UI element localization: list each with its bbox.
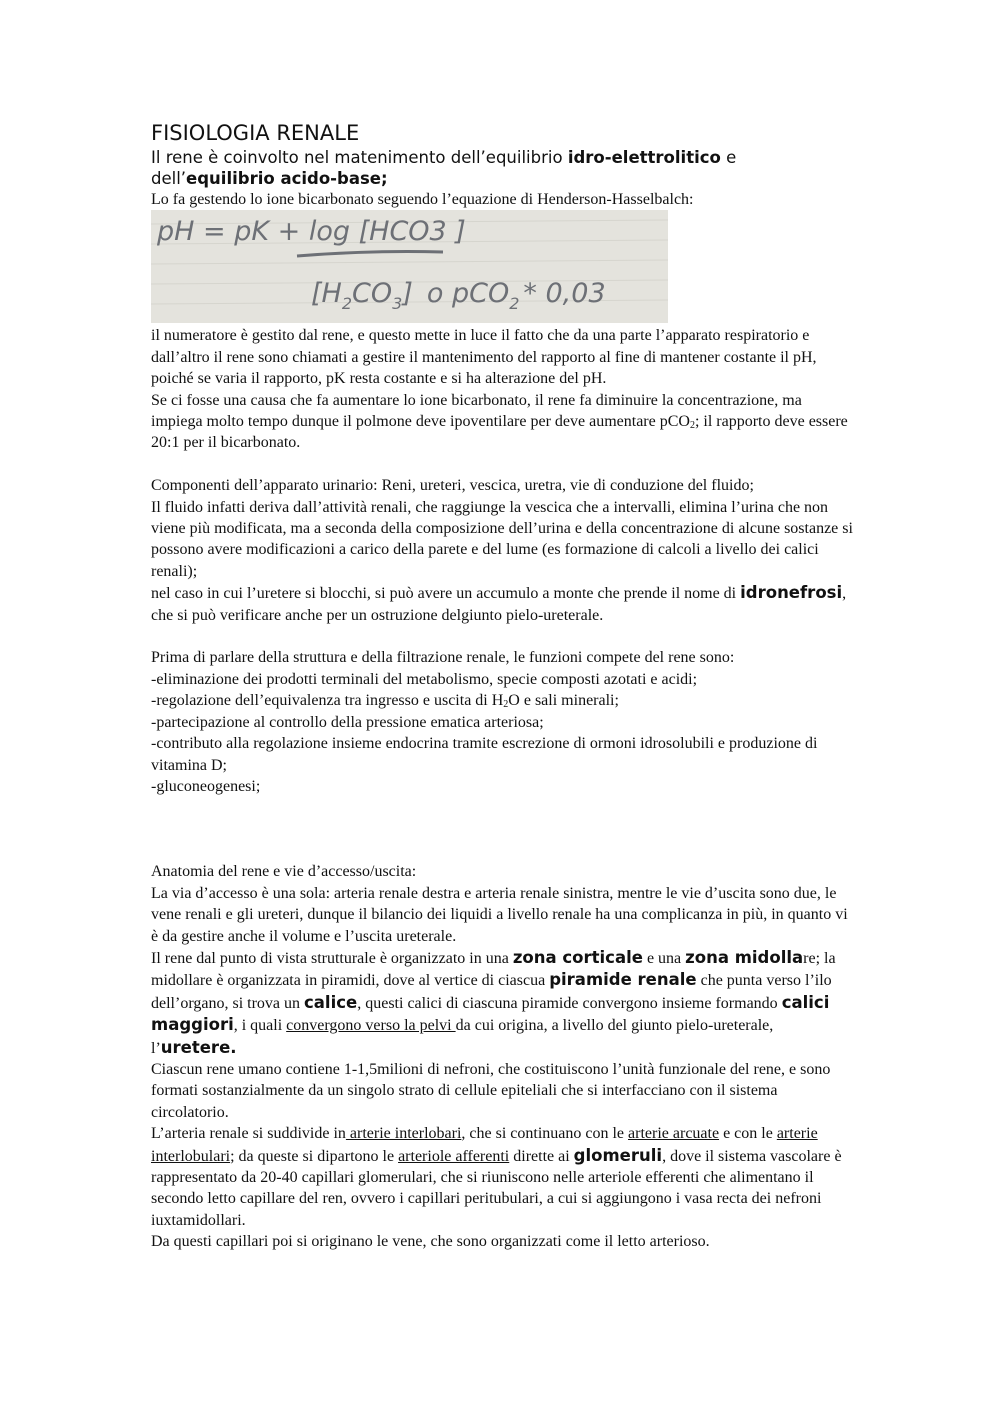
underline-arteriole-afferenti: arteriole afferenti [398, 1147, 510, 1165]
bold-zona-midollare: zona midolla [685, 947, 804, 967]
underline-arterie-interlobulari: arterie interlobulari [151, 1125, 818, 1165]
subtitle-text: e dell’ [151, 148, 737, 188]
paragraph-numeratore: il numeratore è gestito dal rene, e questo mette in luce il fatto che da una parte l’apparato respiratorio e dall’altro il rene sono chiamati a gestire il mantenimento del rapporto al fine di mantener costante il pH, poiché se varia il rapporto, pK resta costante e si ha alterazione del pH. [151, 327, 817, 388]
bold-calici-maggiori: calici maggiori [151, 992, 830, 1035]
underline-arterie-arcuate: arterie arcuate [628, 1125, 720, 1143]
intro-paragraph: Lo fa gestendo lo ione bicarbonato seguendo l’equazione di Henderson-Hasselbalch: [151, 191, 694, 208]
paragraph-via-accesso: La via d’accesso è una sola: arteria renale destra e arteria renale sinistra, mentre le vie d’uscita sono due, le vene renali e gli ureteri, dunque il bilancio dei liquidi a livello renale ha una complicanza in più, in quanto vi è da gestire anche il volume e l’uscita ureterale. [151, 884, 848, 945]
underline-arterie-interlobari: arterie interlobari [345, 1125, 462, 1143]
paragraph-componenti: Componenti dell’apparato urinario: Reni, ureteri, vescica, uretra, vie di conduzione del fluido; [151, 477, 754, 495]
paragraph-funzioni: Prima di parlare della struttura e della filtrazione renale, le funzioni compete del rene sono: [151, 649, 735, 667]
paragraph-vene: Da questi capillari poi si originano le vene, che sono organizzati come il letto arterioso. [151, 1233, 710, 1251]
paragraph-arteria-renale: L’arteria renale si suddivide in arterie interlobari, che si continuano con le arterie arcuate e con le arterie interlobulari; da queste si dipartono le arteriole afferenti dirette ai glomeruli, dove il sistema vascolare è rappresentato da 20-40 capillari glomerulari, che si riuniscono nelle arteriole efferenti che alimentano il secondo letto capillare del ren, ovvero i capillari peritubulari, a cui si aggiungono i vasa recta dei nefroni iuxtamidollari. [151, 1125, 842, 1229]
subtitle [151, 147, 856, 189]
underline-convergono: convergono verso la pelvi [286, 1017, 456, 1035]
bold-piramide-renale: piramide renale [549, 970, 697, 990]
document-title: FISIOLOGIA RENALE [151, 121, 360, 145]
list-item: -contributo alla regolazione insieme endocrina tramite escrezione di ormoni idrosolubili e produzione di vitamina D; [151, 735, 818, 774]
section-heading-anatomia: Anatomia del rene e vie d’accesso/uscita: [151, 863, 417, 881]
list-item: -gluconeogenesi; [151, 777, 261, 795]
bold-zona-corticale: zona corticale [512, 947, 643, 967]
paragraph-idronefrosi: nel caso in cui l’uretere si blocchi, si può avere un accumulo a monte che prende il nome di idronefrosi, che si può verificare anche per un ostruzione delgiunto pielo-ureterale. [151, 583, 847, 624]
bold-idronefrosi: idronefrosi [740, 583, 843, 603]
list-item: -eliminazione dei prodotti terminali del metabolismo, specie composti azotati e acidi; [151, 670, 698, 688]
bold-idro-elettrolitico: idro-elettrolitico [567, 148, 721, 167]
formula-numerator: pH = pK + log [HCO3 ] [157, 216, 466, 248]
bold-equilibrio-acido-base: equilibrio acido-base; [186, 169, 388, 188]
list-item: -partecipazione al controllo della pressione ematica arteriosa; [151, 713, 544, 731]
subtitle-text: Il rene è coinvolto nel matenimento dell’equilibrio [151, 148, 568, 167]
bold-uretere: uretere. [160, 1037, 237, 1057]
paragraph-struttura: Il rene dal punto di vista strutturale è organizzato in una zona corticale e una zona midollare; la midollare è organizzata in piramidi, dove al vertice di ciascua piramide renale che punta verso l’ilo dell’organo, si trova un calice, questi calici di ciascuna piramide convergono insieme formando calici maggiori, i quali convergono verso la pelvi da cui origina, a livello del giunto pielo-ureterale, l’uretere. [151, 947, 836, 1057]
document-page [151, 120, 856, 1253]
paragraph-nefroni: Ciascun rene umano contiene 1-1,5milioni di nefroni, che costituiscono l’unità funzionale del rene, e sono formati sostanzialmente da un singolo strato di cellule epiteliali che si interfacciano con il sistema circolatorio. [151, 1060, 831, 1121]
formula-image [151, 210, 668, 323]
paragraph-bicarbonato: Se ci fosse una causa che fa aumentare lo ione bicarbonato, il rene fa diminuire la concentrazione, ma impiega molto tempo dunque il polmone deve ipoventilare per deve aumentare pCO$_2$; il rapporto deve essere 20:1 per il bicarbonato. [151, 391, 848, 452]
list-item: -regolazione dell’equivalenza tra ingresso e uscita di $H_2O$ e sali minerali; [151, 692, 619, 711]
bold-calice: calice [304, 992, 358, 1012]
bold-glomeruli: glomeruli [573, 1145, 663, 1165]
formula-denominator: $[H_2CO_3]$ o pCO$_2$ * 0,03 [311, 278, 606, 314]
paragraph-fluido: Il fluido infatti deriva dall’attività renali, che raggiunge la vescica che a intervalli, elimina l’urina che non viene più modificata, ma a seconda della composizione dell’urina e della concentrazione di alcune sostanze si possono avere modificazioni a carico della parete e del lume (es formazione di calcoli a livello dei calici renali); [151, 498, 853, 580]
